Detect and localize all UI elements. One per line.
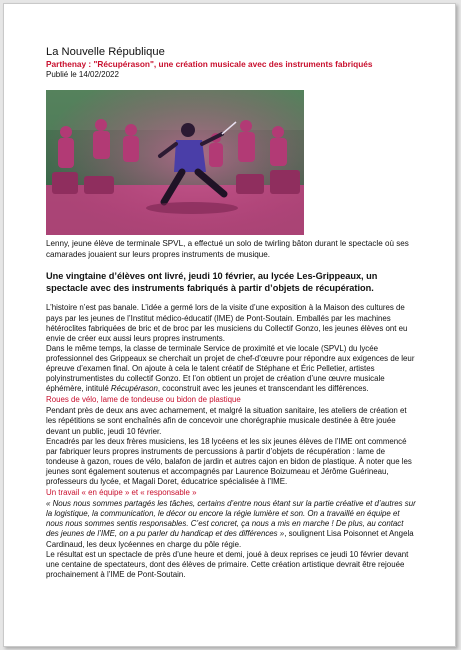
student-quote: « Nous nous sommes partagés les tâches, certains d’entre nous étant sur la partie créative et d’autres sur la logistique, la communication, le décor ou encore la régie lumière et son. On a travaillé en équipe et nous nous sommes sentis responsables. C’est concret, ça nous a mis en marche ! De plus, au contact des jeunes de l’IME, on a pu parler du handicap et des différences » xyxy=(46,499,416,539)
paragraph-2-end: , coconstruit avec les jeunes et transcendant les différences. xyxy=(157,384,369,394)
subheading-1: Roues de vélo, lame de tondeuse ou bidon de plastique xyxy=(46,395,241,405)
dancer-performance-image xyxy=(46,90,304,235)
publication-name: La Nouvelle République xyxy=(46,46,165,58)
paragraph-4: Encadrés par les deux frères musiciens, les 18 lycéens et les six jeunes élèves de l’IME ont commencé par fabriquer leurs propres instruments de percussions à partir d’objets de récupération : lame de tondeuse à gazon, roues de vélo, balafon de jardin et autres cajon en bidon de plastique. À noter que les jeunes sont également soutenus et accompagnés par Laurence Boizumeau et Jérôme Guérineau, professeurs du lycée, et Magali Doret, éducatrice spécialisée à l’IME. xyxy=(46,436,412,486)
paragraph-quote xyxy=(46,499,418,549)
article-headline: Parthenay : "Récupérason", une création musicale avec des instruments fabriqués xyxy=(46,59,373,69)
paragraph-2 xyxy=(46,344,418,394)
work-title: Récupérason xyxy=(110,384,158,394)
article-lead: Une vingtaine d’élèves ont livré, jeudi 10 février, au lycée Les-Grippeaux, un spectacle avec des instruments fabriqués à partir d’objets de récupération. xyxy=(46,271,378,294)
paragraph-5: Le résultat est un spectacle de près d’une heure et demi, joué à deux reprises ce jeudi 10 février devant une centaine de spectateurs, dont des élèves de primaire. Cette création artistique devrait être rejouée prochainement à l’IME de Pont-Soutain. xyxy=(46,549,409,579)
publish-date: Publié le 14/02/2022 xyxy=(46,70,119,79)
subheading-2: Un travail « en équipe » et « responsable » xyxy=(46,488,197,498)
paragraph-3: Pendant près de deux ans avec acharnement, et malgré la situation sanitaire, les ateliers de création et les répétitions se sont enchaînés afin de concevoir une chorégraphie musicale destinée à être jouée devant un public, jeudi 10 février. xyxy=(46,406,407,436)
article-page xyxy=(3,3,456,647)
article-photo xyxy=(46,90,304,235)
paragraph-1: L’histoire n’est pas banale. L’idée a germé lors de la visite d’une exposition à la Maison des cultures de pays par les jeunes de l’Institut médico-éducatif (IME) de Pont-Soutain. Emballés par les machines hétéroclites fabriquées de bric et de broc par les musiciens du Collectif Gonzo, les jeunes élèves ont eu envie de créer eux aussi leurs propres instruments. xyxy=(46,303,408,343)
article-content xyxy=(46,46,418,580)
photo-caption: Lenny, jeune élève de terminale SPVL, a effectué un solo de twirling bâton durant le spectacle où ses camarades jouaient sur leurs propres instruments de musique. xyxy=(46,239,409,259)
quote-attribution: , soulignent Lisa Poisonnet et Angela Cardinaud, les deux lycéennes en charge du pôle régie. xyxy=(46,529,414,549)
paragraph-2-start: Dans le même temps, la classe de terminale Service de proximité et vie locale (SPVL) du lycée professionnel des Grippeaux se cherchait un projet de chef-d’œuvre pour répondre aux exigences de leur épreuve d’examen final. On ajoute à cela le talent créatif de Stéphane et Éric Pelletier, artistes polyinstrumentistes du collectif Gonzo. Et l’on obtient un projet de création d’une œuvre musicale éphémère, intitulé xyxy=(46,343,415,394)
